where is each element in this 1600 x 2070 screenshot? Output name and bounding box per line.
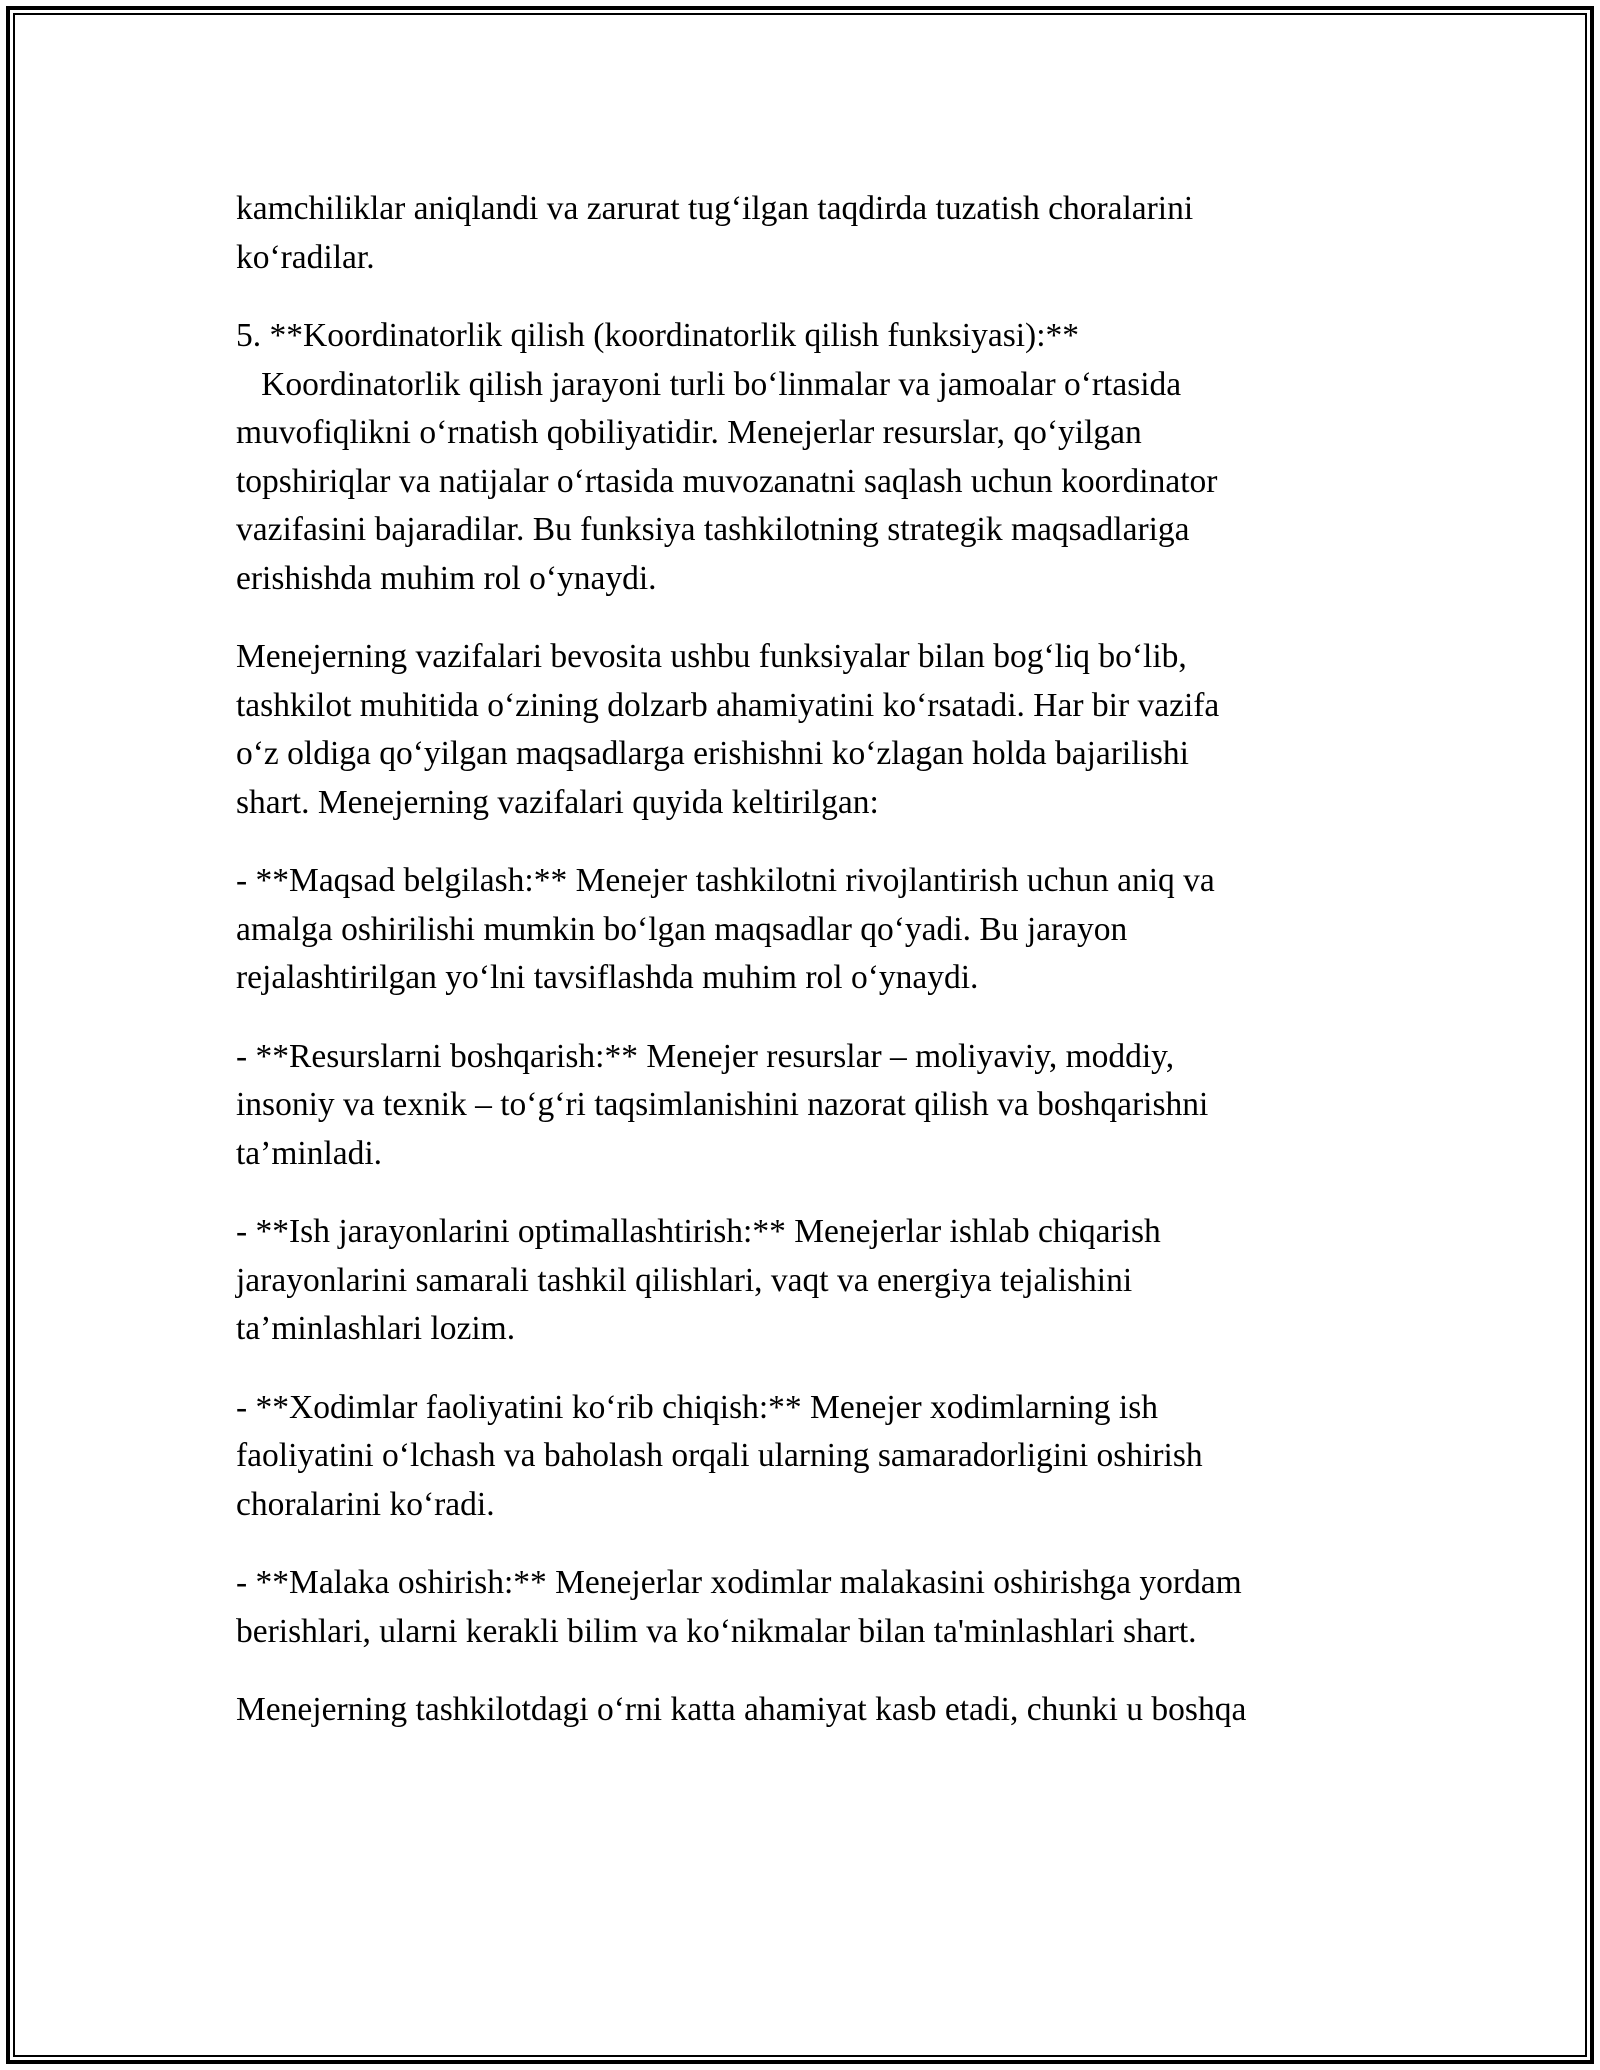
paragraph-gap (236, 1003, 1396, 1033)
list-item-line: - **Resurslarni boshqarish:** Menejer resurslar – moliyaviy, moddiy, (236, 1037, 1175, 1075)
paragraph-gap (236, 1178, 1396, 1208)
paragraph-gap (236, 1656, 1396, 1686)
text-line: o‘z oldiga qo‘yilgan maqsadlarga erishishni ko‘zlagan holda bajarilishi (236, 735, 1189, 772)
paragraph-gap (236, 603, 1396, 633)
paragraph-gap (236, 1354, 1396, 1384)
text-line: Menejerning vazifalari bevosita ushbu funksiyalar bilan bog‘liq bo‘lib, (236, 638, 1187, 675)
text-line: amalga oshirilishi mumkin bo‘lgan maqsadlar qo‘yadi. Bu jarayon (236, 910, 1128, 948)
text-line: erishishda muhim rol o‘ynaydi. (236, 559, 657, 597)
text-line: ta’minlashlari lozim. (236, 1310, 516, 1347)
text-line: vazifasini bajaradilar. Bu funksiya tashkilotning strategik maqsadlariga (236, 511, 1190, 548)
text-line: berishlari, ularni kerakli bilim va ko‘nikmalar bilan ta'minlashlari shart. (236, 1612, 1197, 1650)
text-line: kamchiliklar aniqlandi va zarurat tug‘ilgan taqdirda tuzatish choralarini (236, 190, 1194, 227)
list-item-line: - **Malaka oshirish:** Menejerlar xodimlar malakasini oshirishga yordam (236, 1564, 1242, 1601)
text-line: ta’minladi. (236, 1134, 383, 1172)
text-line: ko‘radilar. (236, 238, 375, 276)
paragraph-gap (236, 827, 1396, 857)
text-line: muvofiqlikni o‘rnatish qobiliyatidir. Menejerlar resurslar, qo‘yilgan (236, 414, 1142, 451)
text-line: topshiriqlar va natijalar o‘rtasida muvozanatni saqlash uchun koordinator (236, 462, 1218, 500)
text-line: faoliyatini o‘lchash va baholash orqali ularning samaradorligini oshirish (236, 1437, 1203, 1474)
text-line: tashkilot muhitida o‘zining dolzarb ahamiyatini ko‘rsatadi. Har bir vazifa (236, 686, 1220, 724)
text-line: insoniy va texnik – to‘g‘ri taqsimlanishini nazorat qilish va boshqarishni (236, 1086, 1209, 1123)
text-line: jarayonlarini samarali tashkil qilishlari, vaqt va energiya tejalishini (236, 1261, 1133, 1299)
paragraph-gap (236, 282, 1396, 312)
list-item-line: - **Maqsad belgilash:** Menejer tashkilotni rivojlantirish uchun aniq va (236, 862, 1215, 899)
list-item-line: - **Ish jarayonlarini optimallashtirish:** Menejerlar ishlab chiqarish (236, 1213, 1161, 1250)
text-line: choralarini ko‘radi. (236, 1485, 495, 1523)
text-line: Koordinatorlik qilish jarayoni turli bo‘linmalar va jamoalar o‘rtasida (236, 365, 1182, 403)
text-line: rejalashtirilgan yo‘lni tavsiflashda muhim rol o‘ynaydi. (236, 959, 979, 996)
section-heading: 5. **Koordinatorlik qilish (koordinatorlik qilish funksiyasi):** (236, 317, 1080, 354)
text-line: shart. Menejerning vazifalari quyida keltirilgan: (236, 783, 879, 821)
list-item-line: - **Xodimlar faoliyatini ko‘rib chiqish:** Menejer xodimlarning ish (236, 1388, 1159, 1426)
paragraph-gap (236, 1529, 1396, 1559)
text-line: Menejerning tashkilotdagi o‘rni katta ahamiyat kasb etadi, chunki u boshqa (236, 1691, 1247, 1728)
document-body (236, 185, 1396, 1735)
